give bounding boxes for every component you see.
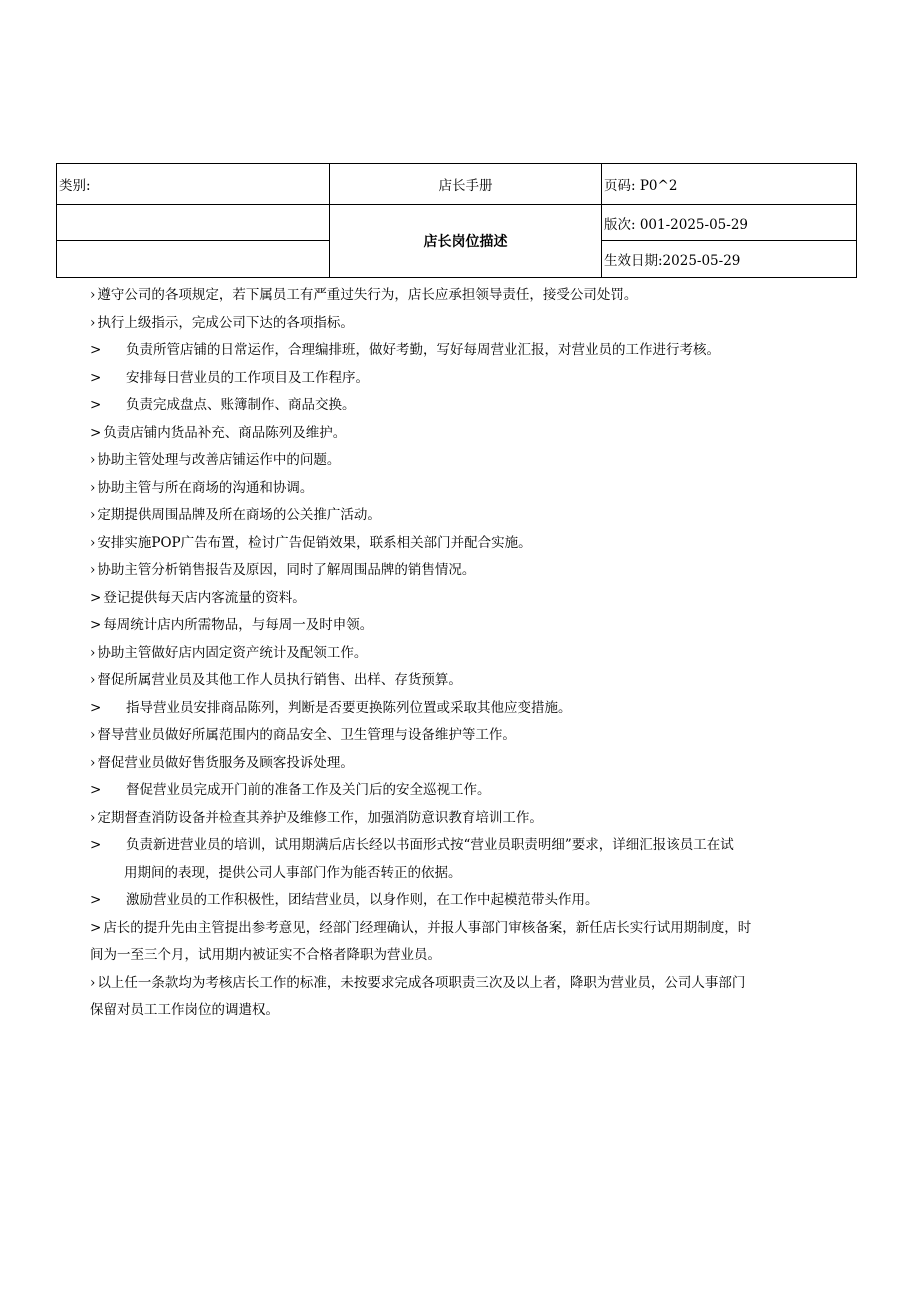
item-text: 协助主管分析销售报告及原因，同时了解周围品牌的销售情况。 [97, 562, 476, 578]
bullet-marker: › [90, 507, 96, 523]
item-text: 协助主管处理与改善店铺运作中的问题。 [97, 452, 341, 468]
item-text-continued: 用期间的表现，提供公司人事部门作为能否转正的依据。 [124, 864, 462, 881]
version-field: 版次: 001-2025-05-29 [602, 205, 857, 241]
bullet-marker: > [90, 589, 102, 606]
list-item [90, 502, 850, 530]
list-item [90, 887, 850, 915]
list-item [90, 310, 850, 338]
bullet-marker: › [90, 287, 96, 303]
item-text: 安排实施POP广告布置，检讨广告促销效果，联系相关部门并配合实施。 [97, 534, 532, 551]
list-item [90, 365, 850, 393]
bullet-marker: › [90, 314, 96, 331]
list-item [90, 667, 850, 695]
bullet-marker: > [90, 699, 102, 716]
page-code: 页码: P0^2 [602, 164, 857, 205]
bullet-marker: › [90, 644, 96, 661]
item-text: 指导营业员安排商品陈列，判断是否要更换陈列位置或采取其他应变措施。 [126, 699, 572, 716]
list-item [90, 640, 850, 668]
bullet-marker: › [90, 974, 96, 991]
category-label: 类别: [57, 164, 330, 205]
blank-cell [57, 205, 330, 241]
item-text: 以上任一条款均为考核店长工作的标准，未按要求完成各项职责三次及以上者，降职为营业员，公司人事部门 [97, 974, 746, 991]
blank-cell [57, 241, 330, 278]
item-text-continued: 保留对员工工作岗位的调遣权。 [90, 1002, 279, 1018]
item-text: 督导营业员做好所属范围内的商品安全、卫生管理与设备维护等工作。 [97, 727, 516, 743]
item-text: 督促营业员做好售货服务及顾客投诉处理。 [97, 754, 354, 771]
bullet-marker: > [90, 424, 102, 441]
bullet-marker: > [90, 892, 102, 908]
list-item [90, 750, 850, 778]
bullet-marker: › [90, 479, 96, 496]
item-text: 协助主管与所在商场的沟通和协调。 [97, 479, 314, 496]
bullet-marker: › [90, 452, 96, 468]
item-text: 协助主管做好店内固定资产统计及配领工作。 [97, 644, 368, 661]
bullet-marker: › [90, 534, 96, 551]
list-item [90, 585, 850, 613]
item-text: 定期提供周围品牌及所在商场的公关推广活动。 [97, 507, 381, 523]
item-text: 激励营业员的工作积极性，团结营业员，以身作则，在工作中起模范带头作用。 [126, 892, 599, 908]
list-item [90, 915, 850, 970]
list-item [90, 282, 850, 310]
document-header-table [56, 163, 857, 278]
item-text: 负责店铺内货品补充、商品陈列及维护。 [103, 424, 347, 441]
list-item [90, 475, 850, 503]
bullet-marker: > [90, 369, 102, 386]
document-title: 店长岗位描述 [330, 205, 602, 278]
list-item [90, 530, 850, 558]
list-item [90, 447, 850, 475]
bullet-marker: › [90, 562, 96, 578]
bullet-marker: > [90, 919, 102, 936]
list-item [90, 420, 850, 448]
list-item [90, 777, 850, 805]
item-text: 执行上级指示，完成公司下达的各项指标。 [97, 314, 354, 331]
list-item [90, 832, 850, 887]
bullet-marker: > [90, 397, 102, 413]
list-item [90, 557, 850, 585]
bullet-marker: › [90, 727, 96, 743]
list-item [90, 722, 850, 750]
bullet-marker: › [90, 754, 96, 771]
item-text: 督促所属营业员及其他工作人员执行销售、出样、存货预算。 [97, 672, 462, 688]
item-text: 店长的提升先由主管提出参考意见，经部门经理确认，并报人事部门审核备案，新任店长实行试用期制度，时 [103, 919, 752, 936]
bullet-marker: > [90, 837, 102, 853]
effective-date-field: 生效日期:2025-05-29 [602, 241, 857, 278]
bullet-marker: › [90, 809, 96, 826]
bullet-marker: > [90, 342, 102, 358]
item-text: 负责所管店铺的日常运作，合理编排班，做好考勤，写好每周营业汇报，对营业员的工作进行考核。 [126, 342, 720, 358]
manual-title: 店长手册 [330, 164, 602, 205]
item-text: 安排每日营业员的工作项目及工作程序。 [126, 369, 369, 386]
bullet-marker: > [90, 617, 102, 633]
item-text: 定期督查消防设备并检查其养护及维修工作，加强消防意识教育培训工作。 [97, 809, 543, 826]
item-text: 负责完成盘点、账簿制作、商品交换。 [126, 397, 356, 413]
item-text: 督促营业员完成开门前的准备工作及关门后的安全巡视工作。 [126, 782, 491, 798]
list-item [90, 392, 850, 420]
duties-list [90, 282, 850, 1025]
list-item [90, 695, 850, 723]
bullet-marker: > [90, 782, 102, 798]
list-item [90, 337, 850, 365]
list-item [90, 970, 850, 1025]
item-text-continued: 间为一至三个月，试用期内被证实不合格者降职为营业员。 [90, 947, 441, 963]
item-text: 登记提供每天店内客流量的资料。 [103, 589, 306, 606]
list-item [90, 612, 850, 640]
item-text: 负责新进营业员的培训，试用期满后店长经以书面形式按“营业员职责明细”要求，详细汇报该员工在试 [126, 837, 734, 853]
list-item [90, 805, 850, 833]
bullet-marker: › [90, 672, 96, 688]
item-text: 遵守公司的各项规定，若下属员工有严重过失行为，店长应承担领导责任，接受公司处罚。 [97, 287, 638, 303]
item-text: 每周统计店内所需物品，与每周一及时申领。 [103, 617, 374, 633]
